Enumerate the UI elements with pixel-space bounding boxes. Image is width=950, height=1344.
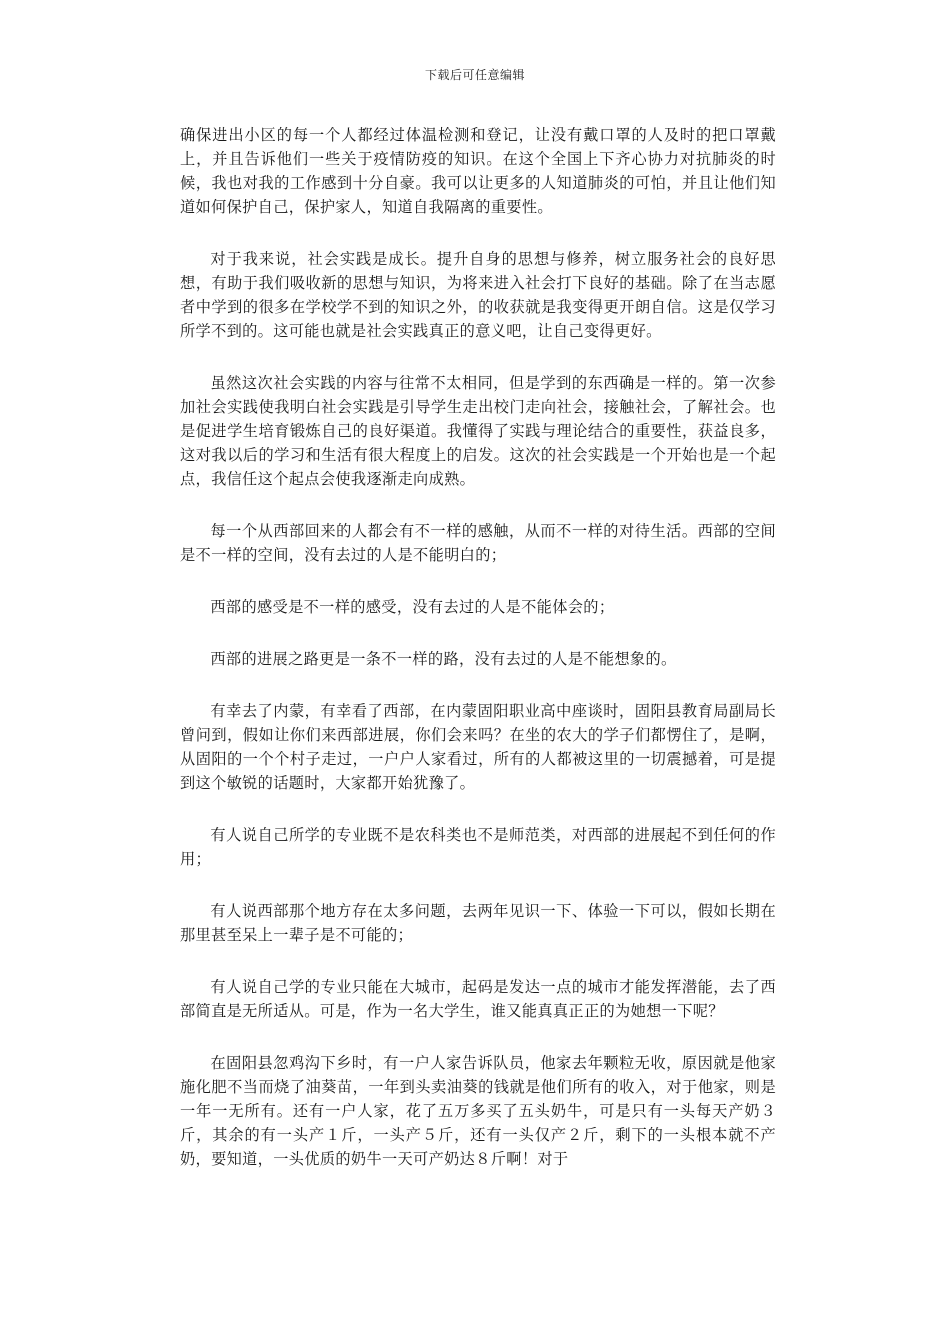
paragraph-10: 有人说自己学的专业只能在大城市，起码是发达一点的城市才能发挥潜能，去了西部简直是无所适从。可是，作为一名大学生，谁又能真真正正的为她想一下呢？ [180,978,776,1020]
paragraph-6: 西部的进展之路更是一条不一样的路，没有去过的人是不能想象的。 [210,650,677,668]
paragraph-7: 有幸去了内蒙，有幸看了西部，在内蒙固阳职业高中座谈时，固阳县教育局副局长曾问到，假如让你们来西部进展，你们会来吗？在坐的农大的学子们都愣住了，是啊，从固阳的一个个村子走过，一户户人家看过，所有的人都被这里的一切震撼着，可是提到这个敏锐的话题时，大家都开始犹豫了。 [180,702,776,792]
page-header: 下载后可任意编辑 [424,68,525,82]
paragraph-3: 虽然这次社会实践的内容与往常不太相同，但是学到的东西确是一样的。第一次参加社会实践使我明白社会实践是引导学生走出校门走向社会，接触社会，了解社会。也是促进学生培育锻炼自己的良好渠道。我懂得了实践与理论结合的重要性，获益良多，这对我以后的学习和生活有很大程度上的启发。这次的社会实践是一个开始也是一个起点，我信任这个起点会使我逐渐走向成熟。 [180,374,776,488]
paragraph-2: 对于我来说，社会实践是成长。提升自身的思想与修养，树立服务社会的良好思想，有助于我们吸收新的思想与知识，为将来进入社会打下良好的基础。除了在当志愿者中学到的很多在学校学不到的知识之外，的收获就是我变得更开朗自信。这是仅学习所学不到的。这可能也就是社会实践真正的意义吧，让自己变得更好。 [180,250,776,340]
paragraph-11: 在固阳县忽鸡沟下乡时，有一户人家告诉队员，他家去年颗粒无收，原因就是他家施化肥不当而烧了油葵苗，一年到头卖油葵的钱就是他们所有的收入，对于他家，则是一年一无所有。还有一户人家，花了五万多买了五头奶牛，可是只有一头每天产奶３斤，其余的有一头产１斤，一头产５斤，还有一头仅产２斤，剩下的一头根本就不产奶，要知道，一头优质的奶牛一天可产奶达８斤啊！对于 [180,1054,776,1168]
paragraph-8: 有人说自己所学的专业既不是农科类也不是师范类，对西部的进展起不到任何的作用； [180,826,776,868]
paragraph-9: 有人说西部那个地方存在太多问题，去两年见识一下、体验一下可以，假如长期在那里甚至呆上一辈子是不可能的； [180,902,776,944]
document-body [180,123,776,1171]
paragraph-5: 西部的感受是不一样的感受，没有去过的人是不能体会的； [210,598,615,616]
paragraph-4: 每一个从西部回来的人都会有不一样的感触，从而不一样的对待生活。西部的空间是不一样的空间，没有去过的人是不能明白的； [180,522,776,564]
paragraph-1: 确保进出小区的每一个人都经过体温检测和登记，让没有戴口罩的人及时的把口罩戴上，并且告诉他们一些关于疫情防疫的知识。在这个全国上下齐心协力对抗肺炎的时候，我也对我的工作感到十分自豪。我可以让更多的人知道肺炎的可怕，并且让他们知道如何保护自己，保护家人，知道自我隔离的重要性。 [180,126,776,216]
